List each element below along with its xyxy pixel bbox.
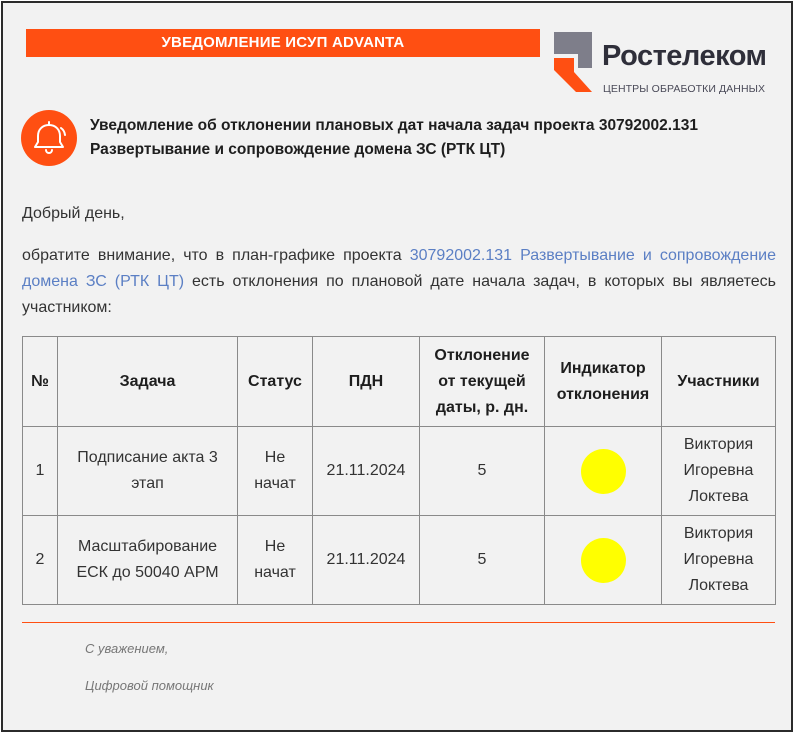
signature-sender: Цифровой помощник — [85, 678, 214, 693]
row-status: Не начат — [238, 516, 313, 605]
table-row — [23, 516, 776, 605]
intro-text-end: есть отклонения по плановой дате начала задач, в которых вы являетесь участником: — [22, 273, 776, 316]
row-indicator — [545, 427, 662, 516]
intro-text-start: обратите внимание, что в план-графике проекта — [22, 247, 410, 264]
row-task-link[interactable]: Масштабирование ЕСК до 50040 АРМ — [58, 516, 238, 605]
table-header-row — [23, 337, 776, 427]
col-header-pdn: ПДН — [313, 337, 420, 427]
greeting: Добрый день, — [22, 205, 125, 222]
title-line-1: Уведомление об отклонении плановых дат начала задач проекта 30792002.131 — [90, 117, 698, 134]
intro-paragraph — [22, 243, 776, 321]
col-header-indicator: Индикатор отклонения — [545, 337, 662, 427]
email-frame — [1, 1, 793, 732]
deviation-indicator-dot — [581, 449, 626, 494]
row-pdn: 21.11.2024 — [313, 427, 420, 516]
row-num: 2 — [23, 516, 58, 605]
tasks-table — [22, 336, 776, 605]
notification-title — [90, 114, 780, 162]
col-header-participants: Участники — [662, 337, 776, 427]
row-deviation: 5 — [420, 427, 545, 516]
alert-badge — [21, 110, 77, 166]
col-header-status: Статус — [238, 337, 313, 427]
col-header-deviation: Отклонение от текущей даты, р. дн. — [420, 337, 545, 427]
rostelecom-logo — [552, 28, 782, 98]
col-header-num: № — [23, 337, 58, 427]
logo-subtitle: ЦЕНТРЫ ОБРАБОТКИ ДАННЫХ — [603, 83, 766, 95]
table-row — [23, 427, 776, 516]
row-deviation: 5 — [420, 516, 545, 605]
signature-greeting: С уважением, — [85, 641, 169, 656]
project-link[interactable]: 30792002.131 Развертывание и сопровождение домена ЗС (РТК ЦТ) — [22, 247, 777, 290]
rostelecom-logo-icon — [552, 30, 596, 96]
logo-wordmark: Ростелеком — [602, 40, 767, 72]
title-line-2: Развертывание и сопровождение домена ЗС (РТК ЦТ) — [90, 141, 506, 158]
bell-icon — [21, 110, 77, 166]
row-num: 1 — [23, 427, 58, 516]
notification-banner: УВЕДОМЛЕНИЕ ИСУП ADVANTA — [26, 29, 540, 57]
row-participants: Виктория Игоревна Локтева — [662, 516, 776, 605]
deviation-indicator-dot — [581, 538, 626, 583]
row-task-link[interactable]: Подписание акта 3 этап — [58, 427, 238, 516]
row-status: Не начат — [238, 427, 313, 516]
col-header-task: Задача — [58, 337, 238, 427]
row-pdn: 21.11.2024 — [313, 516, 420, 605]
row-indicator — [545, 516, 662, 605]
footer-divider — [22, 622, 775, 623]
row-participants: Виктория Игоревна Локтева — [662, 427, 776, 516]
